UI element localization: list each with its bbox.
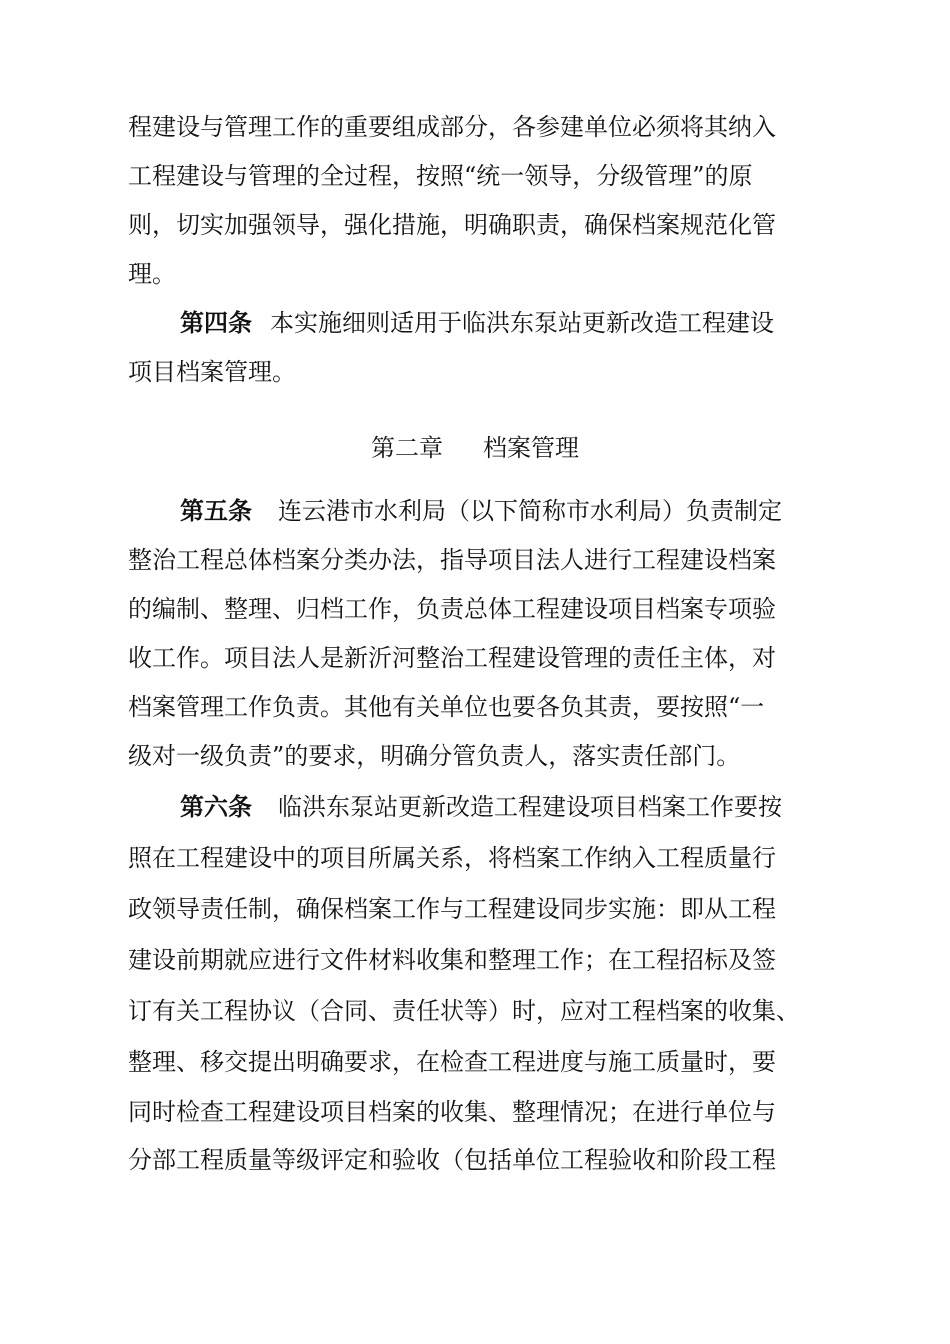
article-6-first-line [180,792,848,822]
paragraph-line: 整治工程总体档案分类办法，指导项目法人进行工程建设档案 [128,546,776,574]
paragraph-line: 则，切实加强领导，强化措施，明确职责，确保档案规范化管 [128,211,776,239]
article-6-label: 第六条 [180,793,252,821]
chapter-number: 第二章 [371,434,443,462]
article-4-text: 本实施细则适用于临洪东泵站更新改造工程建设 [270,309,774,337]
chapter-heading [0,433,950,463]
paragraph-line: 项目档案管理。 [128,358,296,386]
paragraph-line: 工程建设与管理的全过程，按照“统一领导，分级管理”的原 [128,162,753,190]
chapter-title: 档案管理 [483,434,579,462]
article-6-text: 临洪东泵站更新改造工程建设项目档案工作要按 [278,793,782,821]
paragraph-line: 同时检查工程建设项目档案的收集、整理情况；在进行单位与 [128,1098,776,1126]
paragraph-line: 收工作。项目法人是新沂河整治工程建设管理的责任主体，对 [128,644,776,672]
paragraph-line: 订有关工程协议（合同、责任状等）时，应对工程档案的收集、 [128,997,800,1025]
article-4-first-line [180,308,848,338]
article-5-text: 连云港市水利局（以下简称市水利局）负责制定 [278,497,782,525]
article-4-label: 第四条 [180,309,252,337]
paragraph-line: 政领导责任制，确保档案工作与工程建设同步实施：即从工程 [128,895,776,923]
paragraph-line: 照在工程建设中的项目所属关系，将档案工作纳入工程质量行 [128,844,776,872]
paragraph-line: 档案管理工作负责。其他有关单位也要各负其责，要按照“一 [128,693,765,721]
paragraph-line: 分部工程质量等级评定和验收（包括单位工程验收和阶段工程 [128,1146,776,1174]
paragraph-line: 整理、移交提出明确要求，在检查工程进度与施工质量时，要 [128,1048,776,1076]
paragraph-line: 程建设与管理工作的重要组成部分，各参建单位必须将其纳入 [128,113,776,141]
paragraph-line: 级对一级负责”的要求，明确分管负责人，落实责任部门。 [128,742,741,770]
article-5-label: 第五条 [180,497,252,525]
paragraph-line: 理。 [128,260,176,288]
paragraph-line: 的编制、整理、归档工作，负责总体工程建设项目档案专项验 [128,595,776,623]
article-5-first-line [180,496,848,526]
paragraph-line: 建设前期就应进行文件材料收集和整理工作；在工程招标及签 [128,946,776,974]
